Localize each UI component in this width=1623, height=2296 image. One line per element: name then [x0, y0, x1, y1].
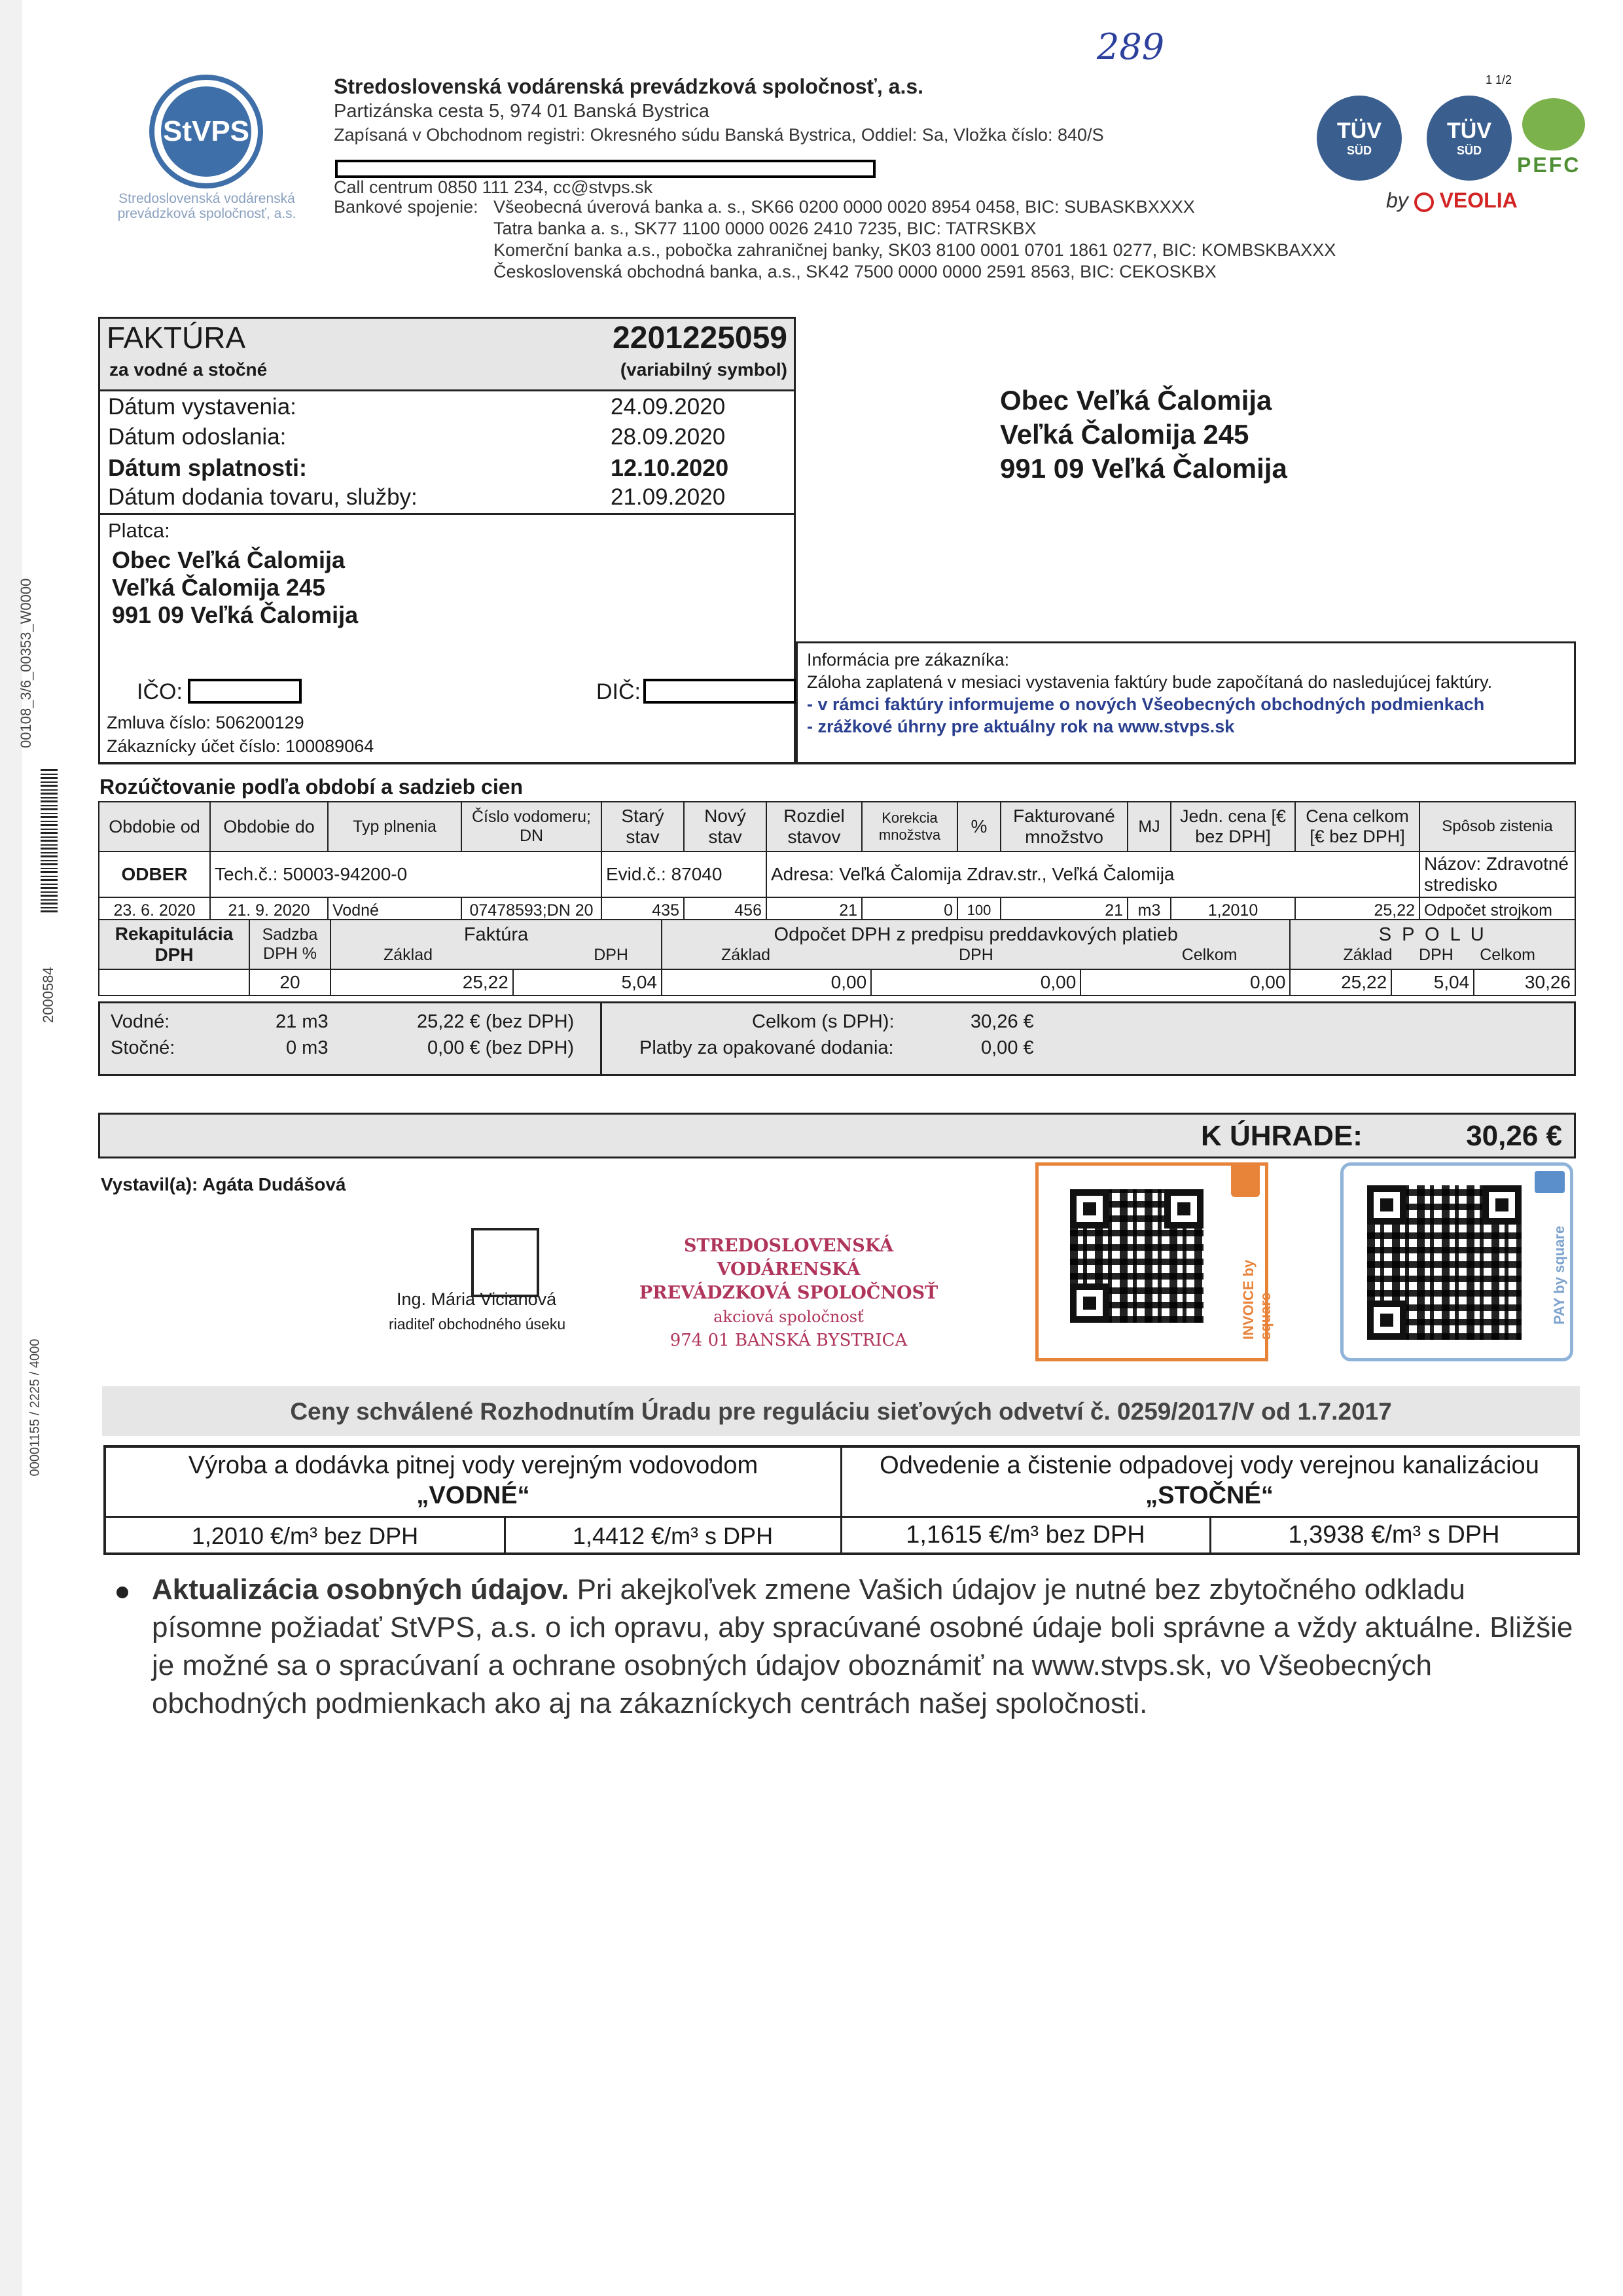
- company-header: [334, 75, 1315, 147]
- date-value-delivery: 21.09.2020: [611, 484, 726, 510]
- col-old-state: Starý stav: [601, 802, 684, 852]
- company-stamp: STREDOSLOVENSKÁ VODÁRENSKÁ PREVÁDZKOVÁ SPOLOČNOSŤ akciová spoločnosť 974 01 BANSKÁ BYSTRICA: [639, 1236, 938, 1350]
- col-period-from: Obdobie od: [99, 802, 210, 852]
- bank-list: Všeobecná úverová banka a. s., SK66 0200 0000 0020 8954 0458, BIC: SUBASKBXXXX Tatra banka a. s., SK77 1100 0000 0026 2410 7235, BIC: TATRSKBX Komerční banka a.s., pobočka zahraničnej banky, SK03 8100 0001 0701 1861 0277, BIC: KOMBSKBAXXX Československá obchodná banka, a.s., SK42 7500 0000 0000 2591 8563, BIC: CEKOSKBX: [493, 197, 1336, 281]
- row-type: Vodné: [328, 897, 461, 924]
- invoice-by-square-label: INVOICE by square: [1240, 1259, 1274, 1340]
- col-unit: MJ: [1128, 802, 1171, 852]
- bullet-icon: [116, 1587, 128, 1598]
- date-label-due: Dátum splatnosti:: [108, 454, 308, 481]
- celkom-label: Celkom (s DPH):: [752, 1011, 895, 1032]
- date-label-sent: Dátum odoslania:: [108, 424, 287, 450]
- col-billed-qty: Fakturované množstvo: [1001, 802, 1128, 852]
- row-diff: 21: [766, 897, 862, 924]
- vodne-qty: 21 m3: [276, 1011, 329, 1032]
- customer-info-line3: - zrážkové úhrny pre aktuálny rok na www.stvps.sk: [807, 717, 1235, 736]
- vodne-label: Vodné:: [111, 1011, 170, 1032]
- stocne-amount: 0,00 € (bez DPH): [427, 1037, 575, 1058]
- col-correction: Korekcia množstva: [862, 802, 957, 852]
- recap-title: Rekapitulácia DPH: [99, 920, 249, 969]
- company-name: Stredoslovenská vodárenská prevádzková spoločnosť, a.s.: [334, 75, 924, 98]
- prices-heading: Ceny schválené Rozhodnutím Úradu pre reguláciu sieťových odvetví č. 0259/2017/V od 1.7.2017: [290, 1398, 1392, 1425]
- date-value-issue: 24.09.2020: [611, 394, 726, 420]
- invoice-number: 2201225059: [613, 321, 787, 355]
- margin-code-1: 00108_3/6_00353_W0000: [18, 578, 34, 748]
- note-title: Aktualizácia osobných údajov.: [152, 1573, 569, 1605]
- redacted-line: [335, 160, 876, 178]
- col-diff: Rozdiel stavov: [766, 802, 862, 852]
- summary-box: [98, 1001, 1576, 1076]
- stocne-price-title: Odvedenie a čistenie odpadovej vody verejnou kanalizáciou „STOČNÉ“: [880, 1452, 1539, 1509]
- row-new-state: 456: [684, 897, 766, 924]
- invoice-title: FAKTÚRA: [107, 321, 246, 355]
- company-logo: [149, 75, 263, 188]
- margin-barcode: [41, 768, 58, 912]
- company-registry: Zapísaná v Obchodnom registri: Okresného súdu Banská Bystrica, Oddiel: Sa, Vložka číslo: 840/S: [334, 125, 1104, 145]
- prices-heading-bar: [102, 1386, 1580, 1436]
- customer-info-title: Informácia pre zákazníka:: [807, 650, 1010, 670]
- recap-advance-base: 0,00: [662, 969, 871, 996]
- row-period-from: 23. 6. 2020: [99, 897, 210, 924]
- customer-info-line1: Záloha zaplatená v mesiaci vystavenia faktúry bude započítaná do nasledujúcej faktúry.: [807, 672, 1493, 692]
- col-unit-price: Jedn. cena [€ bez DPH]: [1171, 802, 1295, 852]
- row-total-price: 25,22: [1295, 897, 1419, 924]
- recap-total-base: 25,22: [1290, 969, 1391, 996]
- vodne-price-with-vat: 1,4412 €/m³ s DPH: [572, 1522, 774, 1549]
- customer-info-line2: - v rámci faktúry informujeme o nových Všeobecných obchodných podmienkach: [807, 694, 1485, 714]
- signature-placeholder: [471, 1228, 539, 1297]
- recap-total-sum: 30,26: [1474, 969, 1575, 996]
- row-billed-qty: 21: [1001, 897, 1128, 924]
- vodne-price-without-vat: 1,2010 €/m³ bez DPH: [191, 1522, 419, 1549]
- amount-due-box: [98, 1113, 1576, 1158]
- call-centre: Call centrum 0850 111 234, cc@stvps.sk: [334, 177, 653, 197]
- row-method: Odpočet strojkom: [1419, 897, 1575, 924]
- issued-by: Vystavil(a): Agáta Dudášová: [101, 1174, 346, 1194]
- evid-number: Evid.č.: 87040: [601, 852, 766, 897]
- date-value-sent: 28.09.2020: [611, 424, 726, 450]
- date-value-due: 12.10.2020: [611, 454, 729, 481]
- breakdown-title: Rozúčtovanie podľa období a sadzieb cien: [99, 775, 524, 798]
- row-old-state: 435: [601, 897, 684, 924]
- recap-table: [98, 919, 1576, 996]
- note-text: Pri akejkoľvek zmene Vašich údajov je nutné bez zbytočného odkladu písomne požiadať StVPS, a.s. o ich opravu, aby spracúvané osobné údaje boli správne a vždy aktuálne. Bližšie je možné sa o spracúvaní a ochrane osobných údajov oboznámiť na www.stvps.sk, vo Všeobecných obchodných podmienkach ako aj na zákazníckych centrách našej spoločnosti.: [152, 1573, 1573, 1719]
- platby-value: 0,00 €: [981, 1037, 1034, 1058]
- col-total-price: Cena celkom [€ bez DPH]: [1295, 802, 1419, 852]
- amount-due-value: 30,26 €: [1466, 1120, 1562, 1152]
- breakdown-table: [98, 801, 1576, 924]
- pefc-text: PEFC: [1517, 153, 1581, 177]
- vodne-price-title: Výroba a dodávka pitnej vody verejným vodovodom „VODNÉ“: [188, 1452, 758, 1509]
- dic-redacted: [643, 679, 796, 704]
- margin-code-2: 2000584: [40, 967, 56, 1023]
- personal-data-note: [152, 1571, 1576, 1723]
- row-percent: 100: [957, 897, 1001, 924]
- odber-name: Názov: Zdravotné stredisko: [1419, 852, 1575, 897]
- date-label-issue: Dátum vystavenia:: [108, 394, 296, 420]
- col-type: Typ plnenia: [328, 802, 461, 852]
- row-unit-price: 1,2010: [1171, 897, 1295, 924]
- pefc-logo: [1522, 98, 1585, 151]
- invoice-doc-icon: [1231, 1163, 1260, 1197]
- recipient-address: Obec Veľká Čalomija Veľká Čalomija 245 991 09 Veľká Čalomija: [1000, 385, 1287, 484]
- celkom-value: 30,26 €: [971, 1011, 1034, 1032]
- pay-card-icon: [1535, 1171, 1565, 1193]
- logo-text: StVPS: [162, 115, 250, 147]
- invoice-subtitle: za vodné a stočné: [109, 359, 268, 380]
- invoice-qr-code: [1070, 1189, 1204, 1323]
- contract-number: Zmluva číslo: 506200129: [107, 713, 304, 732]
- recap-invoice-base: 25,22: [330, 969, 513, 996]
- tuv-cert-1: TÜV SÜD: [1317, 96, 1402, 181]
- customer-info-box: [796, 641, 1576, 764]
- recap-advance-vat: 0,00: [871, 969, 1080, 996]
- row-meter: 07478593;DN 20: [461, 897, 601, 924]
- scan-edge: [0, 0, 22, 2296]
- pay-by-square-label: PAY by square: [1551, 1225, 1567, 1325]
- stocne-price-with-vat: 1,3938 €/m³ s DPH: [1288, 1521, 1500, 1549]
- col-percent: %: [957, 802, 1001, 852]
- row-correction: 0: [862, 897, 957, 924]
- page-number: 1 1/2: [1486, 73, 1512, 86]
- customer-account: Zákaznícky účet číslo: 100089064: [107, 736, 374, 756]
- recap-rate-value: 20: [249, 969, 330, 996]
- payer-label: Platca:: [108, 519, 170, 542]
- dic-label: DIČ:: [596, 679, 641, 704]
- ico-label: IČO:: [137, 679, 183, 704]
- recap-total-vat: 5,04: [1391, 969, 1474, 996]
- ico-redacted: [188, 679, 302, 704]
- row-period-to: 21. 9. 2020: [210, 897, 328, 924]
- stocne-price-without-vat: 1,1615 €/m³ bez DPH: [906, 1521, 1145, 1549]
- handwritten-number: 289: [1097, 26, 1165, 67]
- odber-address: Adresa: Veľká Čalomija Zdrav.str., Veľká Čalomija: [766, 852, 1419, 897]
- bank-label: Bankové spojenie:: [334, 197, 478, 217]
- pay-qr-code: [1367, 1185, 1522, 1340]
- prices-table: [103, 1445, 1580, 1555]
- veolia-icon: [1414, 192, 1434, 212]
- invoice-by-square: [1035, 1162, 1274, 1361]
- veolia-tagline: by VEOLIA: [1386, 188, 1518, 212]
- col-method: Spôsob zistenia: [1419, 802, 1575, 852]
- col-meter: Číslo vodomeru; DN: [461, 802, 601, 852]
- stocne-qty: 0 m3: [286, 1037, 329, 1058]
- signer-role: riaditeľ obchodného úseku: [389, 1316, 566, 1333]
- col-new-state: Nový stav: [684, 802, 766, 852]
- recap-advance-total: 0,00: [1080, 969, 1290, 996]
- invoice-number-label: (variabilný symbol): [620, 359, 787, 380]
- platby-label: Platby za opakované dodania:: [639, 1037, 894, 1058]
- tech-number: Tech.č.: 50003-94200-0: [210, 852, 601, 897]
- recap-total-group: S P O L U Základ DPH Celkom: [1290, 920, 1575, 969]
- date-label-delivery: Dátum dodania tovaru, služby:: [108, 484, 418, 510]
- stocne-label: Stočné:: [111, 1037, 175, 1058]
- logo-caption: Stredoslovenská vodárenská prevádzková spoločnosť, a.s.: [117, 191, 296, 221]
- recap-advance-group: Odpočet DPH z predpisu preddavkových platieb Základ DPH Celkom: [662, 920, 1290, 969]
- col-period-to: Obdobie do: [210, 802, 328, 852]
- pay-by-square: [1340, 1162, 1573, 1361]
- signer-name: Ing. Mária Vicianová: [397, 1289, 557, 1309]
- payer-block: Obec Veľká Čalomija Veľká Čalomija 245 991 09 Veľká Čalomija: [112, 547, 359, 628]
- company-address: Partizánska cesta 5, 974 01 Banská Bystrica: [334, 101, 709, 122]
- amount-due-label: K ÚHRADE:: [1201, 1120, 1363, 1152]
- tuv-cert-2: TÜV SÜD: [1427, 96, 1512, 181]
- row-unit: m3: [1128, 897, 1171, 924]
- vodne-amount: 25,22 € (bez DPH): [417, 1011, 575, 1032]
- odber-label: ODBER: [99, 852, 210, 897]
- margin-code-3: 00001155 / 2225 / 4000: [27, 1338, 43, 1477]
- invoice-header-box: [98, 317, 796, 764]
- recap-invoice-group: Faktúra Základ DPH: [330, 920, 662, 969]
- recap-invoice-vat: 5,04: [513, 969, 662, 996]
- recap-rate: Sadzba DPH %: [249, 920, 330, 969]
